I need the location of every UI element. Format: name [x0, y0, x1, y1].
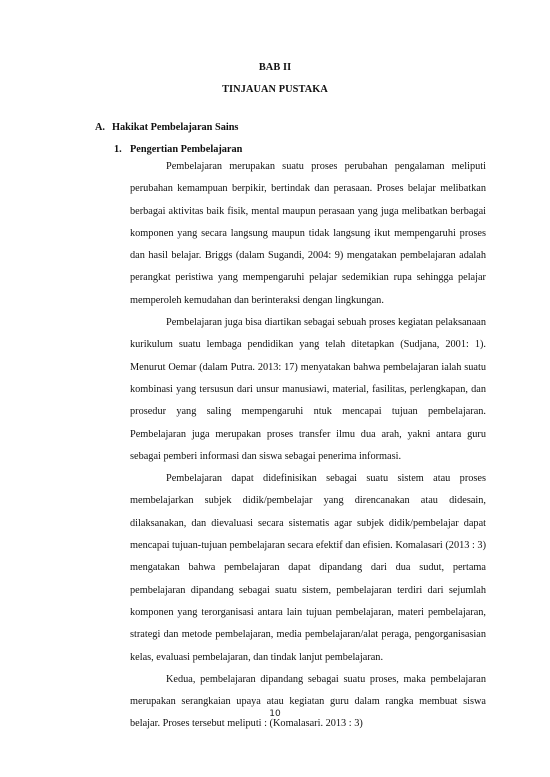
- page-number: 10: [269, 709, 281, 719]
- chapter-title: TINJAUAN PUSTAKA: [222, 84, 328, 95]
- subsection-title: Pengertian Pembelajaran: [130, 144, 243, 155]
- chapter-number: BAB II: [258, 62, 292, 73]
- subsection-marker: 1.: [114, 144, 122, 155]
- paragraph: Kedua, pembelajaran dipandang sebagai suatu proses, maka pembelajaran merupakan serangkaian upaya atau kegiatan guru dalam rangka membuat siswa belajar. Proses tersebut meliputi : (Komalasari. 2013 : 3): [130, 673, 486, 730]
- section-title: Hakikat Pembelajaran Sains: [112, 122, 239, 133]
- section-heading: [95, 122, 238, 133]
- body-text: [130, 156, 486, 736]
- paragraph: Pembelajaran juga bisa diartikan sebagai sebuah proses kegiatan pelaksanaan kurikulum suatu lembaga pendidikan yang telah ditetapkan (Sudjana, 2001: 1). Menurut Oemar (dalam Putra. 2013: 17) menyatakan bahwa pembelajaran ialah suatu kombinasi yang tersusun dari unsur manusiawi, material, fasilitas, perlengkapan, dan prosedur yang saling mempengaruhi ntuk mencapai tujuan pembelajaran. Pembelajaran juga merupakan proses transfer ilmu dua arah, yakni antara guru sebagai pemberi informasi dan siswa sebagai penerima informasi.: [130, 317, 486, 462]
- paragraph: Pembelajaran dapat didefinisikan sebagai suatu sistem atau proses membelajarkan subjek didik/pembelajar yang direncanakan atau didesain, dilaksanakan, dan dievaluasi secara sistematis agar subjek didik/pembelajar dapat mencapai tujuan-tujuan pembelajaran secara efektif dan efisien. Komalasari (2013 : 3) mengatakan bahwa pembelajaran dapat dipandang dari dua sudut, pertama pembelajaran dipandang sebagai suatu sistem, pembelajaran terdiri dari sejumlah komponen yang terorganisasi antara lain tujuan pembelajaran, materi pembelajaran, strategi dan metode pembelajaran, media pembelajaran/alat peraga, pengorganisasian kelas, evaluasi pembelajaran, dan tindak lanjut pembelajaran.: [130, 473, 486, 663]
- subsection-heading: [114, 144, 242, 155]
- section-marker: A.: [95, 122, 106, 133]
- paragraph: Pembelajaran merupakan suatu proses perubahan pengalaman meliputi perubahan kemampuan berpikir, bertindak dan perasaan. Proses belajar melibatkan berbagai aktivitas baik fisik, mental maupun perasaan yang juga melibatkan berbagai komponen yang secara langsung maupun tidak langsung ikut mempengaruhi proses dan hasil belajar. Briggs (dalam Sugandi, 2004: 9) mengatakan pembelajaran adalah perangkat peristiwa yang mempengaruhi pelajar sedemikian rupa sehingga pelajar memperoleh kemudahan dan berinteraksi dengan lingkungan.: [130, 161, 486, 306]
